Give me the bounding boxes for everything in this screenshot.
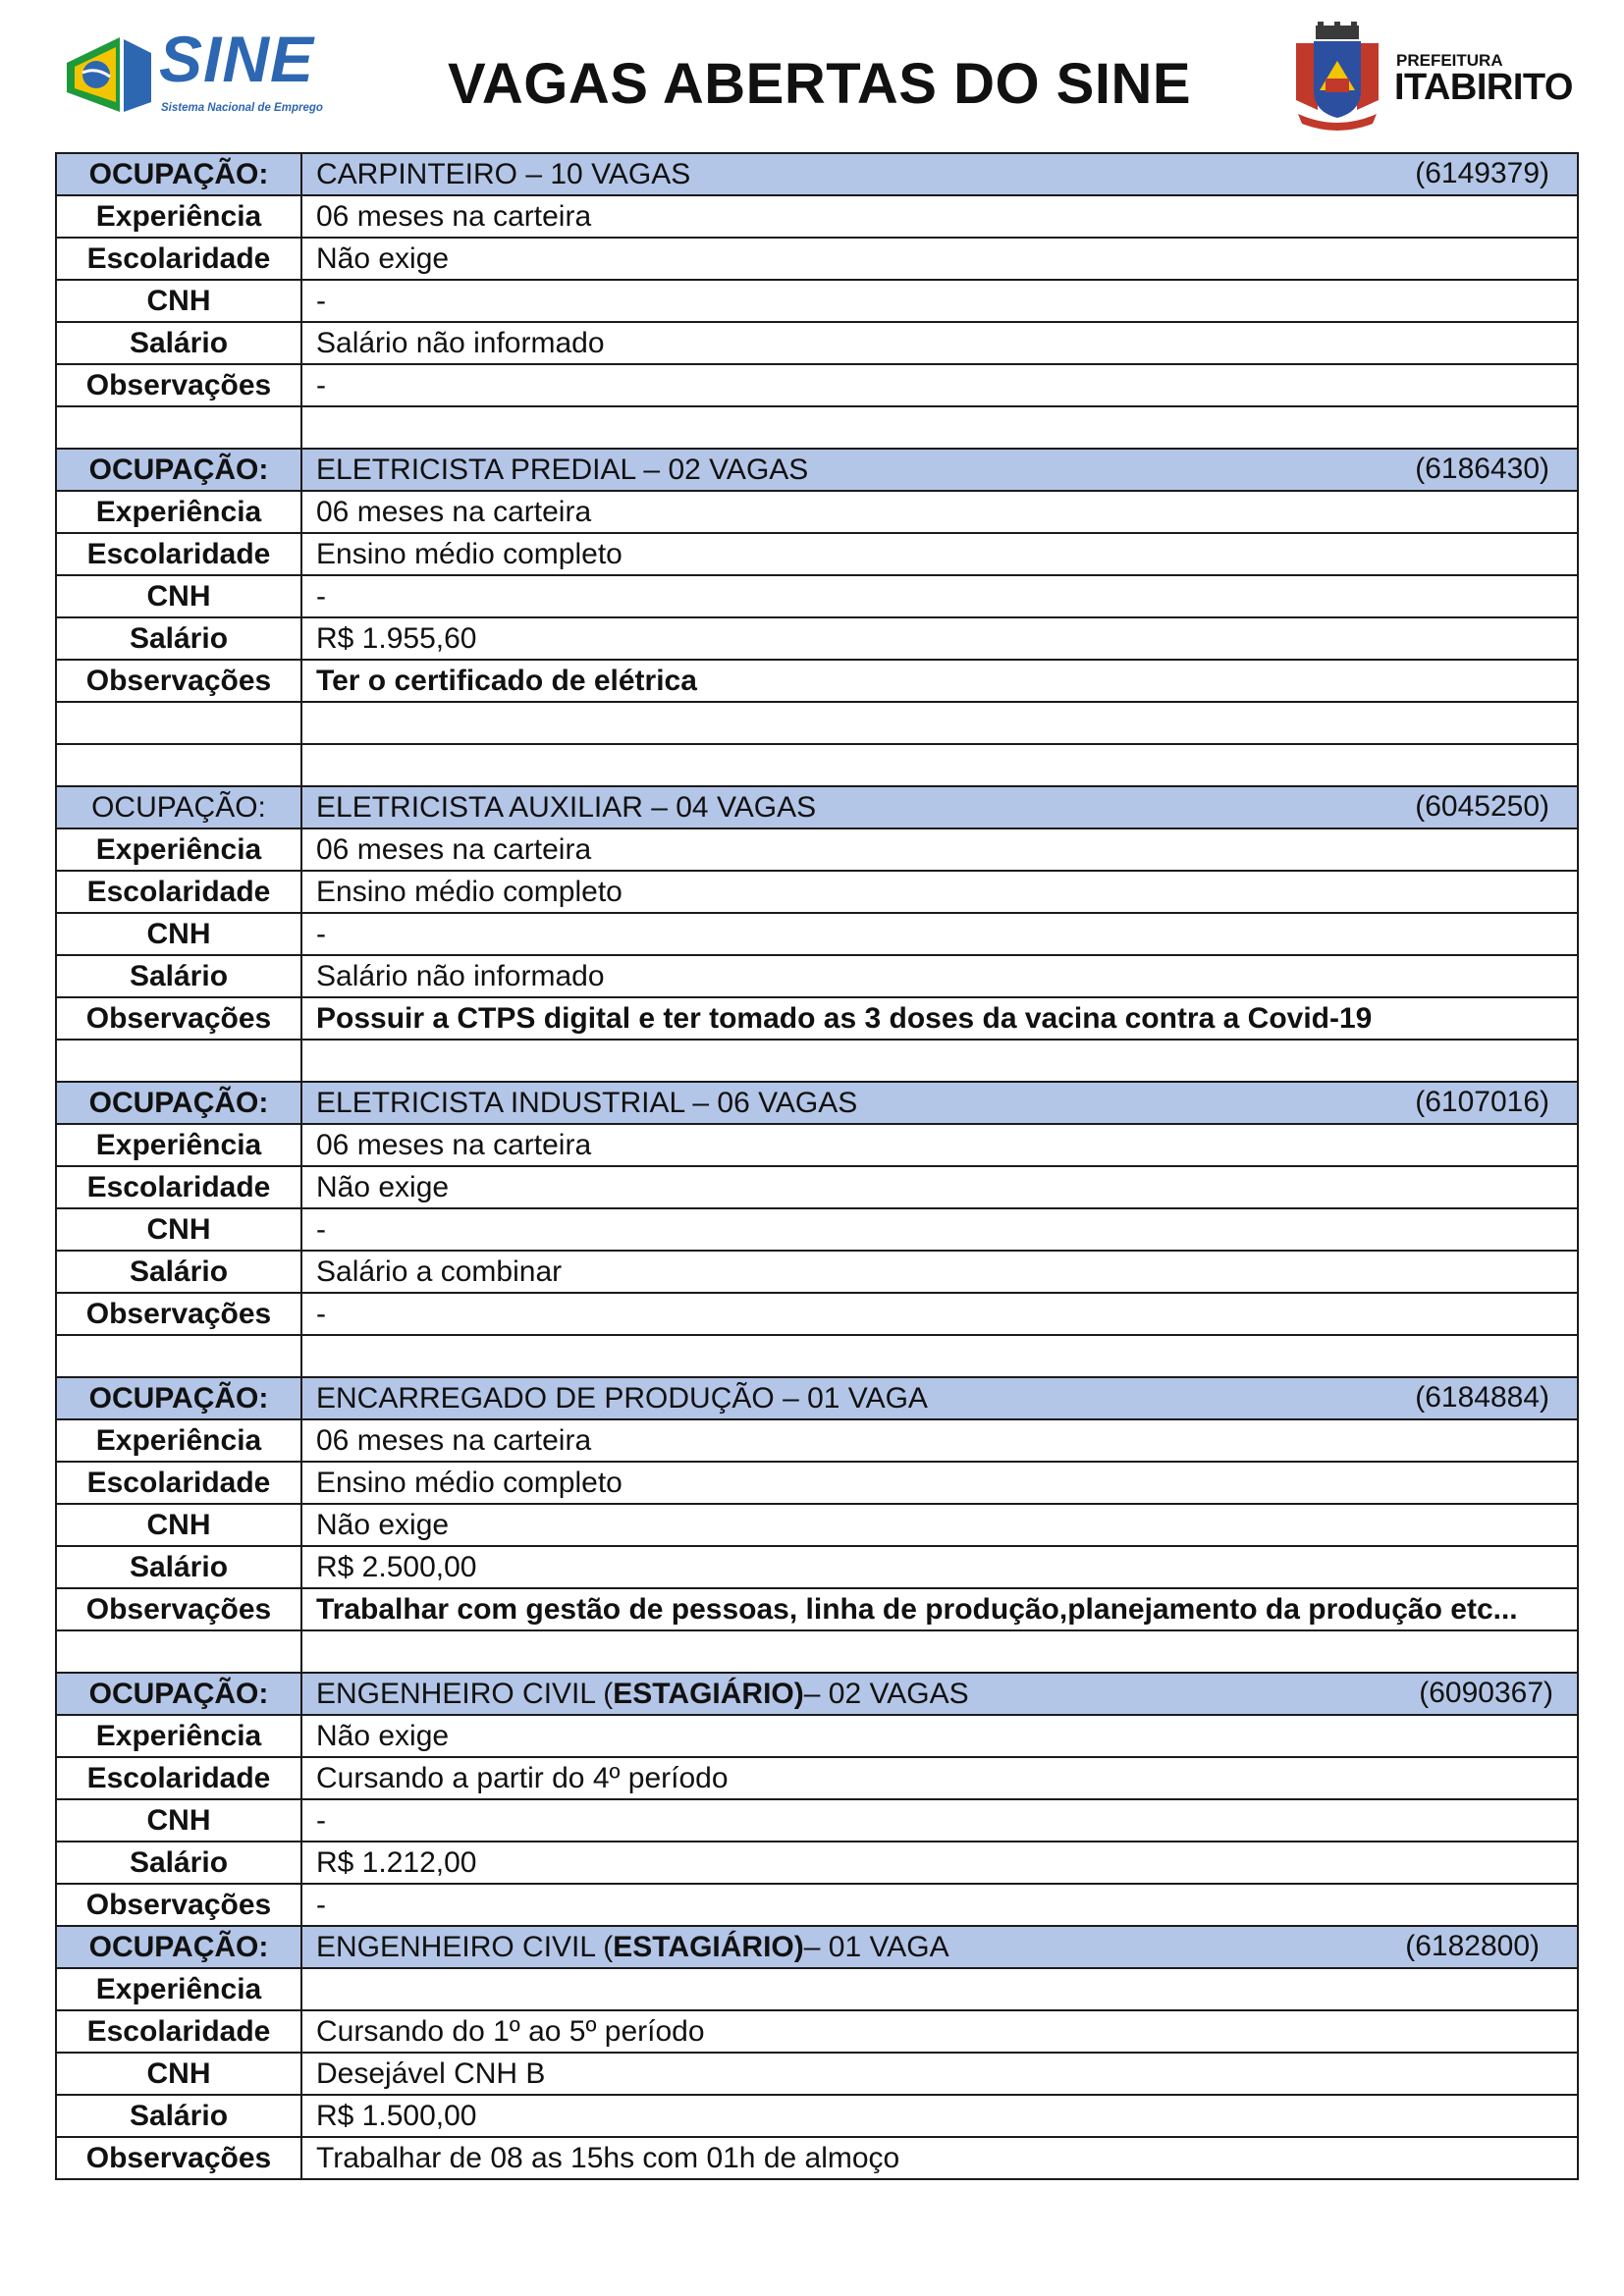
education-value: Ensino médio completo bbox=[301, 1462, 1578, 1504]
occupation-row bbox=[56, 786, 1578, 828]
table-row bbox=[56, 575, 1578, 617]
job-openings-table bbox=[55, 152, 1579, 2180]
education-label: Escolaridade bbox=[56, 1166, 301, 1208]
experience-label: Experiência bbox=[56, 1124, 301, 1166]
salary-label: Salário bbox=[56, 1842, 301, 1884]
occupation-value bbox=[301, 1377, 1578, 1419]
table-row bbox=[56, 2095, 1578, 2137]
experience-label: Experiência bbox=[56, 1419, 301, 1462]
experience-value: 06 meses na carteira bbox=[301, 195, 1578, 238]
table-row bbox=[56, 1124, 1578, 1166]
notes-label: Observações bbox=[56, 1293, 301, 1335]
notes-value: Trabalhar de 08 as 15hs com 01h de almoço bbox=[301, 2137, 1578, 2179]
spacer-row bbox=[56, 1630, 1578, 1673]
table-row bbox=[56, 1208, 1578, 1251]
table-row bbox=[56, 1968, 1578, 2010]
education-label: Escolaridade bbox=[56, 2010, 301, 2053]
job-code: (6107016) bbox=[1415, 1086, 1549, 1118]
experience-value: 06 meses na carteira bbox=[301, 1419, 1578, 1462]
education-label: Escolaridade bbox=[56, 1757, 301, 1799]
experience-label: Experiência bbox=[56, 1715, 301, 1757]
occupation-title: ENCARREGADO DE PRODUÇÃO – 01 VAGA bbox=[316, 1381, 928, 1415]
table-row bbox=[56, 1462, 1578, 1504]
occupation-row bbox=[56, 1673, 1578, 1715]
cnh-label: CNH bbox=[56, 1504, 301, 1546]
table-row bbox=[56, 1799, 1578, 1842]
education-label: Escolaridade bbox=[56, 238, 301, 280]
education-value: Não exige bbox=[301, 238, 1578, 280]
table-row bbox=[56, 660, 1578, 702]
occupation-value bbox=[301, 1673, 1578, 1715]
salary-label: Salário bbox=[56, 1251, 301, 1293]
table-row bbox=[56, 2137, 1578, 2179]
salary-value: R$ 1.212,00 bbox=[301, 1842, 1578, 1884]
occupation-title-suffix: – 02 VAGAS bbox=[803, 1677, 969, 1710]
prefeitura-label: PREFEITURA bbox=[1396, 51, 1503, 70]
table-row bbox=[56, 1884, 1578, 1926]
notes-label: Observações bbox=[56, 1588, 301, 1630]
prefeitura-itabirito-logo bbox=[1288, 22, 1573, 132]
spacer-row bbox=[56, 1335, 1578, 1377]
notes-value: Possuir a CTPS digital e ter tomado as 3 doses da vacina contra a Covid-19 bbox=[301, 997, 1578, 1040]
page-title: VAGAS ABERTAS DO SINE bbox=[448, 52, 1192, 116]
occupation-title-prefix: ENGENHEIRO CIVIL ( bbox=[316, 1930, 614, 1963]
occupation-row bbox=[56, 449, 1578, 491]
job-code: (6045250) bbox=[1415, 790, 1549, 823]
occupation-title: ELETRICISTA AUXILIAR – 04 VAGAS bbox=[316, 790, 817, 824]
education-value: Não exige bbox=[301, 1166, 1578, 1208]
occupation-title-suffix: – 01 VAGA bbox=[803, 1930, 949, 1963]
notes-label: Observações bbox=[56, 1884, 301, 1926]
occupation-value bbox=[301, 1926, 1578, 1968]
occupation-label: OCUPAÇÃO: bbox=[56, 153, 301, 195]
cnh-label: CNH bbox=[56, 1208, 301, 1251]
salary-value: R$ 2.500,00 bbox=[301, 1546, 1578, 1588]
cnh-label: CNH bbox=[56, 2053, 301, 2095]
notes-label: Observações bbox=[56, 364, 301, 406]
brazil-flag-icon bbox=[61, 33, 155, 116]
salary-label: Salário bbox=[56, 322, 301, 364]
coat-of-arms-icon bbox=[1288, 22, 1386, 132]
table-row bbox=[56, 1419, 1578, 1462]
cnh-label: CNH bbox=[56, 1799, 301, 1842]
cnh-value: - bbox=[301, 575, 1578, 617]
spacer-row bbox=[56, 744, 1578, 786]
table-row bbox=[56, 955, 1578, 997]
occupation-label: OCUPAÇÃO: bbox=[56, 1673, 301, 1715]
cnh-value: Desejável CNH B bbox=[301, 2053, 1578, 2095]
table-row bbox=[56, 322, 1578, 364]
sine-logo bbox=[61, 23, 341, 120]
notes-value: - bbox=[301, 1884, 1578, 1926]
education-value: Cursando do 1º ao 5º período bbox=[301, 2010, 1578, 2053]
education-value: Cursando a partir do 4º período bbox=[301, 1757, 1578, 1799]
job-code: (6182800) bbox=[1405, 1930, 1540, 1962]
notes-label: Observações bbox=[56, 997, 301, 1040]
table-row bbox=[56, 913, 1578, 955]
education-value: Ensino médio completo bbox=[301, 871, 1578, 913]
table-row bbox=[56, 828, 1578, 871]
table-row bbox=[56, 1504, 1578, 1546]
job-code: (6184884) bbox=[1415, 1381, 1549, 1414]
table-row bbox=[56, 1166, 1578, 1208]
occupation-title: ELETRICISTA PREDIAL – 02 VAGAS bbox=[316, 453, 809, 486]
salary-value: R$ 1.500,00 bbox=[301, 2095, 1578, 2137]
table-row bbox=[56, 1757, 1578, 1799]
education-label: Escolaridade bbox=[56, 1462, 301, 1504]
experience-value: Não exige bbox=[301, 1715, 1578, 1757]
experience-value: 06 meses na carteira bbox=[301, 491, 1578, 533]
table-row bbox=[56, 1546, 1578, 1588]
education-label: Escolaridade bbox=[56, 533, 301, 575]
table-row bbox=[56, 2053, 1578, 2095]
occupation-value bbox=[301, 153, 1578, 195]
cnh-value: - bbox=[301, 1799, 1578, 1842]
occupation-label: OCUPAÇÃO: bbox=[56, 1377, 301, 1419]
city-name: ITABIRITO bbox=[1394, 67, 1573, 108]
experience-label: Experiência bbox=[56, 491, 301, 533]
occupation-value bbox=[301, 786, 1578, 828]
table-row bbox=[56, 1251, 1578, 1293]
notes-value: - bbox=[301, 1293, 1578, 1335]
salary-value: Salário não informado bbox=[301, 955, 1578, 997]
cnh-value: - bbox=[301, 913, 1578, 955]
page-header bbox=[0, 0, 1624, 147]
table-row bbox=[56, 1588, 1578, 1630]
occupation-row bbox=[56, 153, 1578, 195]
table-row bbox=[56, 280, 1578, 322]
education-value: Ensino médio completo bbox=[301, 533, 1578, 575]
spacer-row bbox=[56, 406, 1578, 449]
occupation-label: OCUPAÇÃO: bbox=[56, 1926, 301, 1968]
cnh-label: CNH bbox=[56, 280, 301, 322]
occupation-title-prefix: ENGENHEIRO CIVIL ( bbox=[316, 1677, 614, 1710]
job-code: (6090367) bbox=[1419, 1677, 1553, 1709]
salary-label: Salário bbox=[56, 1546, 301, 1588]
table-row bbox=[56, 195, 1578, 238]
notes-value: Ter o certificado de elétrica bbox=[301, 660, 1578, 702]
cnh-label: CNH bbox=[56, 913, 301, 955]
spacer-row bbox=[56, 1040, 1578, 1082]
notes-label: Observações bbox=[56, 660, 301, 702]
job-code: (6149379) bbox=[1415, 157, 1549, 189]
experience-value bbox=[301, 1968, 1578, 2010]
notes-value: - bbox=[301, 364, 1578, 406]
occupation-row bbox=[56, 1377, 1578, 1419]
salary-value: Salário a combinar bbox=[301, 1251, 1578, 1293]
experience-value: 06 meses na carteira bbox=[301, 828, 1578, 871]
cnh-value: Não exige bbox=[301, 1504, 1578, 1546]
experience-value: 06 meses na carteira bbox=[301, 1124, 1578, 1166]
occupation-label: OCUPAÇÃO: bbox=[56, 786, 301, 828]
cnh-label: CNH bbox=[56, 575, 301, 617]
occupation-value bbox=[301, 1082, 1578, 1124]
education-label: Escolaridade bbox=[56, 871, 301, 913]
experience-label: Experiência bbox=[56, 828, 301, 871]
notes-label: Observações bbox=[56, 2137, 301, 2179]
job-code: (6186430) bbox=[1415, 453, 1549, 485]
table-row bbox=[56, 533, 1578, 575]
occupation-label: OCUPAÇÃO: bbox=[56, 449, 301, 491]
salary-value: Salário não informado bbox=[301, 322, 1578, 364]
table-row bbox=[56, 364, 1578, 406]
table-row bbox=[56, 2010, 1578, 2053]
notes-value: Trabalhar com gestão de pessoas, linha de produção,planejamento da produção etc... bbox=[301, 1588, 1578, 1630]
occupation-title-emphasis: ESTAGIÁRIO) bbox=[613, 1930, 804, 1963]
salary-label: Salário bbox=[56, 617, 301, 660]
table-row bbox=[56, 491, 1578, 533]
cnh-value: - bbox=[301, 1208, 1578, 1251]
experience-label: Experiência bbox=[56, 1968, 301, 2010]
table-row bbox=[56, 238, 1578, 280]
occupation-row bbox=[56, 1082, 1578, 1124]
table-row bbox=[56, 1715, 1578, 1757]
salary-value: R$ 1.955,60 bbox=[301, 617, 1578, 660]
table-row bbox=[56, 617, 1578, 660]
occupation-title: CARPINTEIRO – 10 VAGAS bbox=[316, 157, 691, 190]
cnh-value: - bbox=[301, 280, 1578, 322]
spacer-row bbox=[56, 702, 1578, 744]
occupation-title-emphasis: ESTAGIÁRIO) bbox=[613, 1677, 804, 1710]
experience-label: Experiência bbox=[56, 195, 301, 238]
occupation-label: OCUPAÇÃO: bbox=[56, 1082, 301, 1124]
occupation-title: ELETRICISTA INDUSTRIAL – 06 VAGAS bbox=[316, 1086, 858, 1119]
salary-label: Salário bbox=[56, 2095, 301, 2137]
table-row bbox=[56, 997, 1578, 1040]
occupation-row bbox=[56, 1926, 1578, 1968]
table-row bbox=[56, 871, 1578, 913]
sine-logo-text: SINE bbox=[159, 23, 315, 95]
salary-label: Salário bbox=[56, 955, 301, 997]
occupation-value bbox=[301, 449, 1578, 491]
table-row bbox=[56, 1842, 1578, 1884]
table-row bbox=[56, 1293, 1578, 1335]
sine-logo-subtitle: Sistema Nacional de Emprego bbox=[161, 102, 323, 114]
